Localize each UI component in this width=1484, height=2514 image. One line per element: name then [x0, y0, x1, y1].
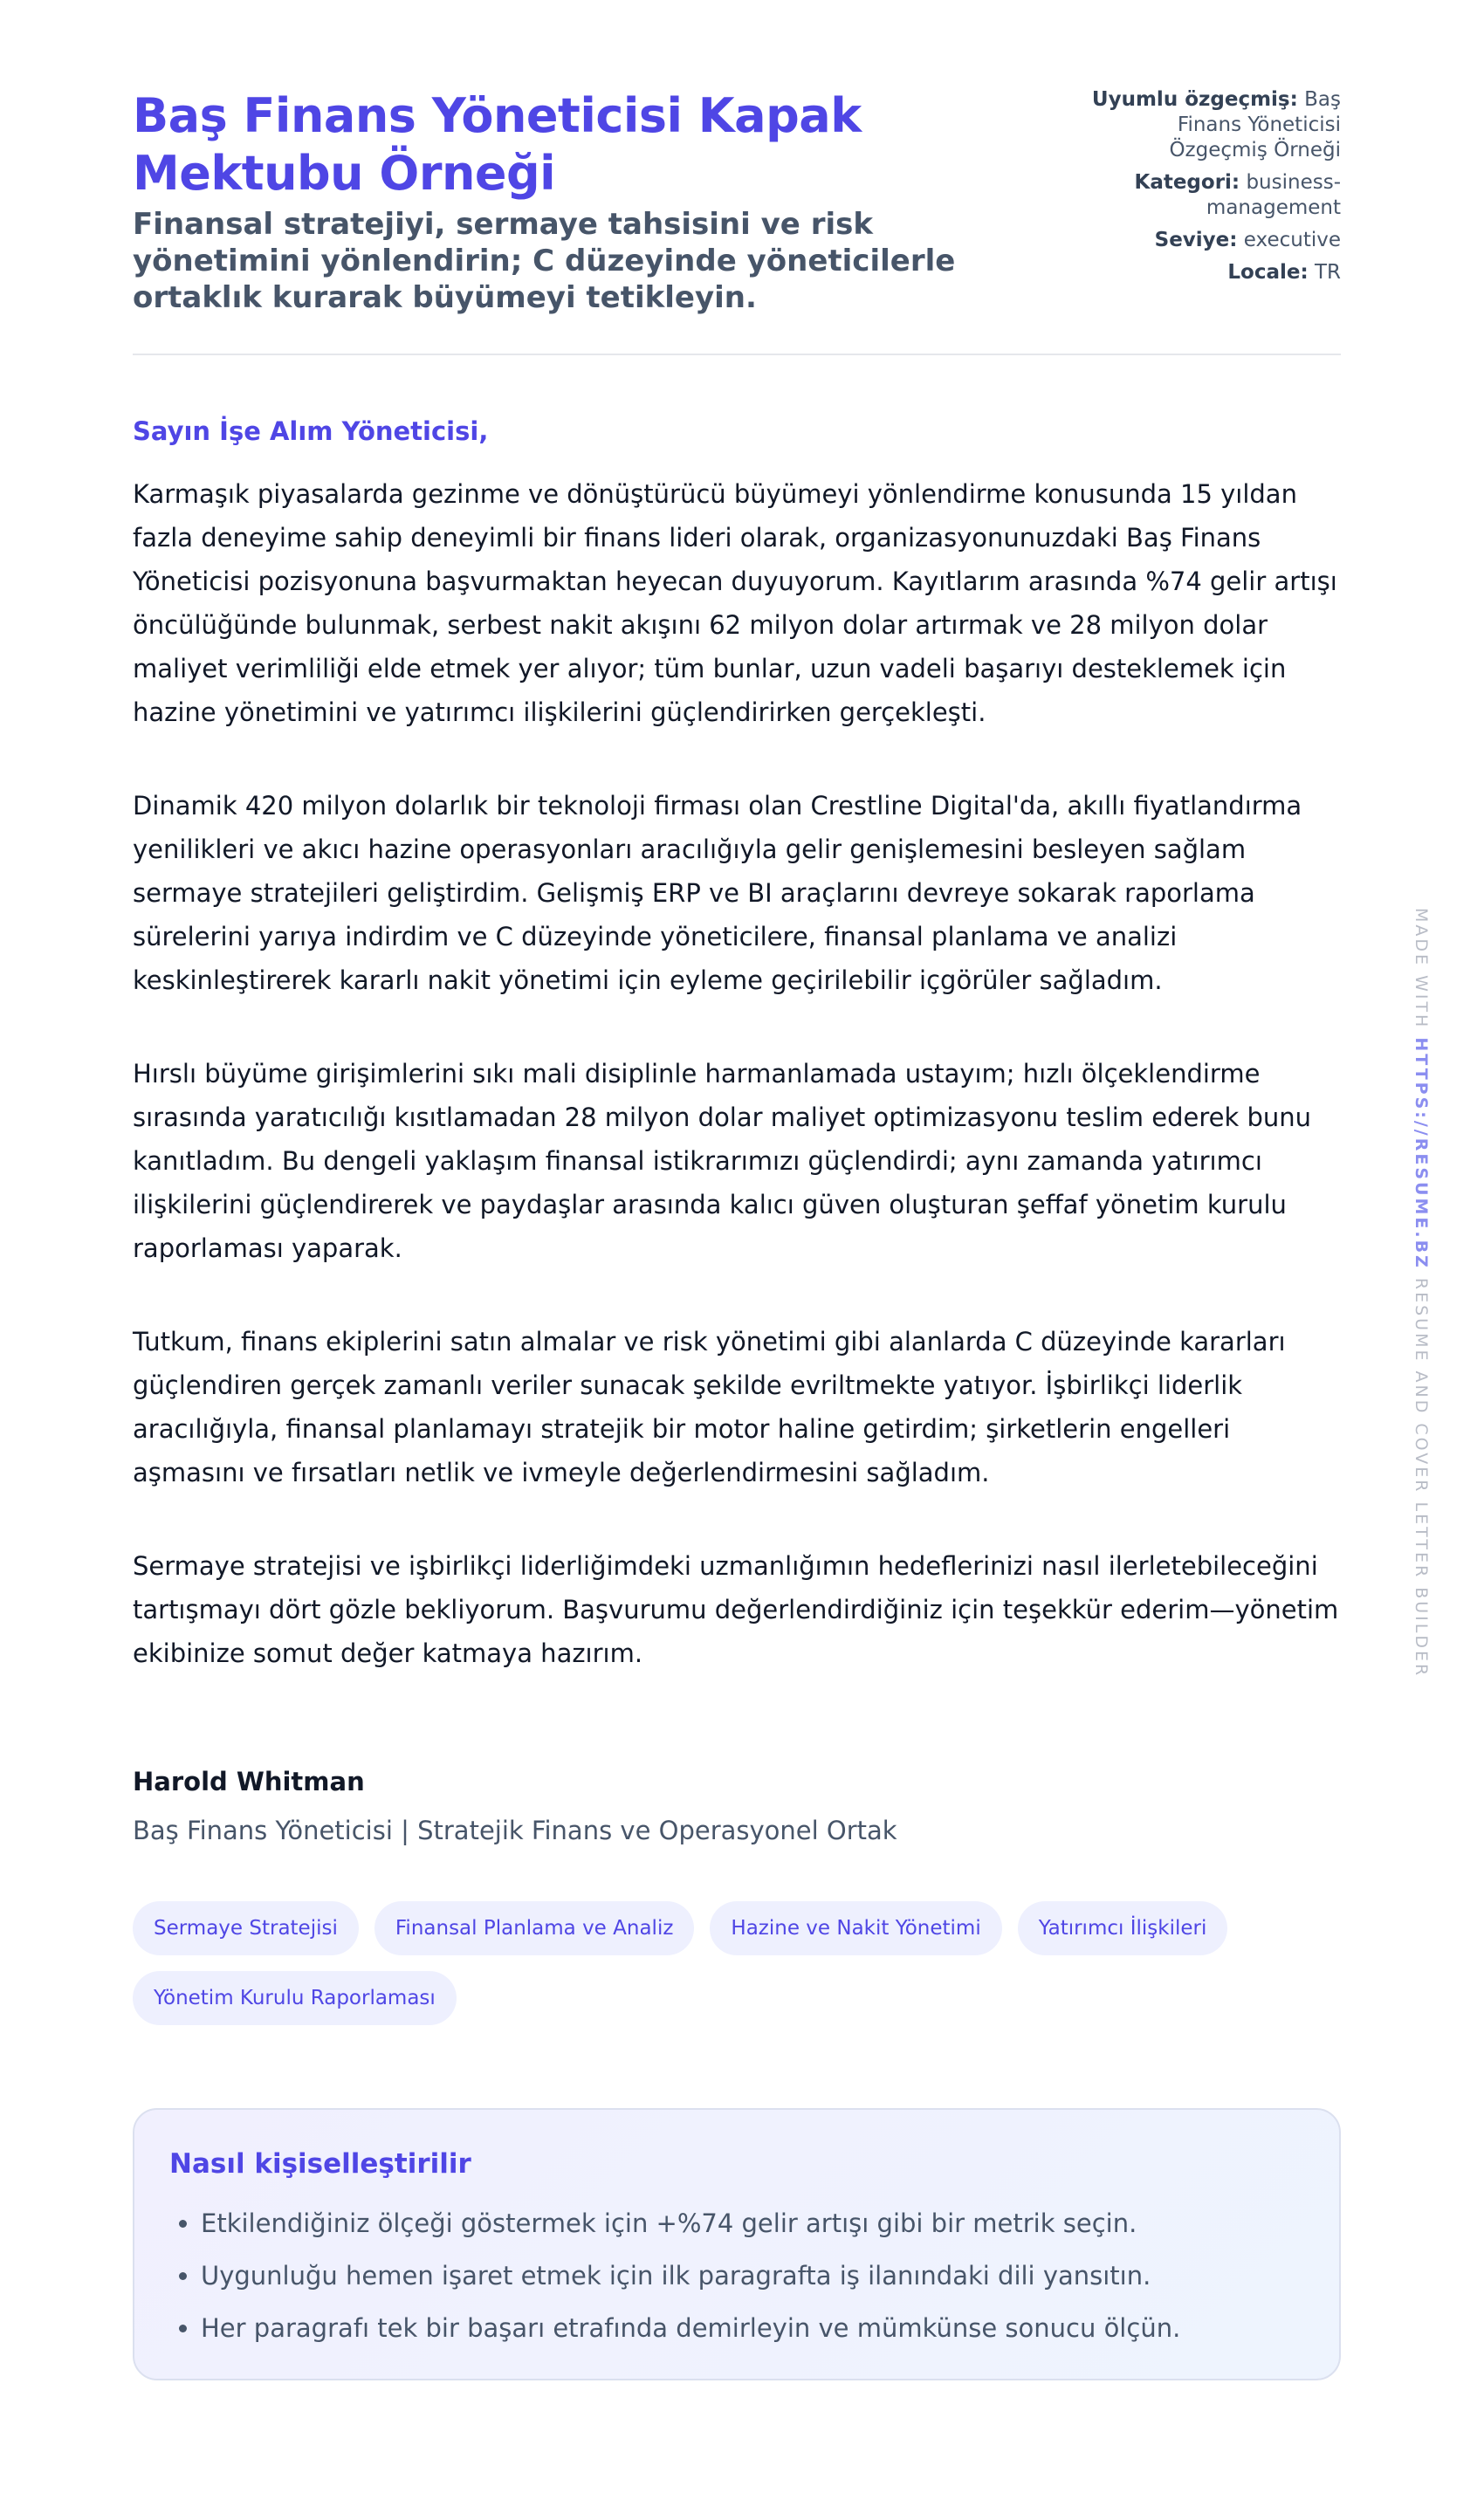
meta-panel	[1079, 87, 1341, 292]
meta-resume	[1079, 87, 1341, 163]
meta-level-label: Seviye:	[1154, 229, 1238, 251]
letter-salutation: Sayın İşe Alım Yöneticisi,	[133, 416, 489, 446]
meta-locale	[1079, 260, 1341, 285]
meta-locale-label: Locale:	[1227, 261, 1309, 284]
meta-level-value: executive	[1243, 229, 1341, 251]
skill-tag[interactable]: Yatırımcı İlişkileri	[1018, 1901, 1228, 1955]
meta-resume-label: Uyumlu özgeçmiş:	[1091, 88, 1298, 111]
skill-tag[interactable]: Hazine ve Nakit Yönetimi	[710, 1901, 1001, 1955]
meta-locale-value: TR	[1314, 261, 1341, 284]
letter-paragraph: Karmaşık piyasalarda gezinme ve dönüştürücü büyümeyi yönlendirme konusunda 15 yıldan fazla deneyime sahip deneyimli bir finans lideri olarak, organizasyonunuzdaki Baş Finans Yöneticisi pozisyonuna başvurmaktan heyecan duyuyorum. Kayıtlarım arasında %74 gelir artışı öncülüğünde bulunmak, serbest nakit akışını 62 milyon dolar artırmak ve 28 milyon dolar maliyet verimliliği elde etmek yer alıyor; tüm bunlar, uzun vadeli başarıyı desteklemek için hazine yönetimini ve yatırımcı ilişkilerini güçlendirirken gerçekleşti.	[133, 479, 1337, 727]
skill-tag[interactable]: Sermaye Stratejisi	[133, 1901, 359, 1955]
page-title: Baş Finans Yöneticisi Kapak Mektubu Örneği	[133, 88, 862, 201]
meta-category-value: business-management	[1206, 171, 1341, 219]
tips-title: Nasıl kişiselleştirilir	[169, 2148, 471, 2180]
meta-resume-link[interactable]: Baş Finans Yöneticisi Özgeçmiş Örneği	[1169, 88, 1341, 161]
side-watermark	[1412, 908, 1431, 1678]
tip-item: • Uygunluğu hemen işaret etmek için ilk paragrafta iş ilanındaki dili yansıtın.	[201, 2260, 1304, 2291]
signature-block	[133, 1767, 1341, 1845]
meta-level	[1079, 228, 1341, 253]
letter-paragraph: Dinamik 420 milyon dolarlık bir teknoloji firması olan Crestline Digital'da, akıllı fiyatlandırma yenilikleri ve akıcı hazine operasyonları aracılığıyla gelir genişlemesini besleyen sağlam sermaye stratejileri geliştirdim. Gelişmiş ERP ve BI araçlarını devreye sokarak raporlama sürelerini yarıya indirdim ve C düzeyinde yöneticilere, finansal planlama ve analizi keskinleştirerek kararlı nakit yönetimi için eyleme geçirilebilir içgörüler sağladım.	[133, 791, 1302, 995]
personalization-tips-card	[133, 2108, 1341, 2380]
tips-list	[169, 2208, 1304, 2344]
tip-item: • Her paragrafı tek bir başarı etrafında demirleyin ve mümkünse sonucu ölçün.	[201, 2312, 1304, 2344]
signature-name: Harold Whitman	[133, 1767, 365, 1796]
meta-category	[1079, 170, 1341, 221]
watermark-link[interactable]: HTTPS://RESUME.BZ	[1412, 1037, 1431, 1270]
skill-tag[interactable]: Yönetim Kurulu Raporlaması	[133, 1971, 457, 2025]
page-subtitle: Finansal stratejiyi, sermaye tahsisini ve risk yönetimini yönlendirin; C düzeyinde yöneticilerle ortaklık kurarak büyümeyi tetikleyin.	[133, 207, 956, 315]
cover-letter-page	[133, 87, 1341, 2380]
watermark-prefix: MADE WITH	[1412, 908, 1431, 1030]
page-header	[133, 87, 1341, 355]
skill-tag[interactable]: Finansal Planlama ve Analiz	[374, 1901, 695, 1955]
letter-paragraph: Tutkum, finans ekiplerini satın almalar ve risk yönetimi gibi alanlarda C düzeyinde kararları güçlendiren gerçek zamanlı veriler sunacak şekilde evriltmekte yatıyor. İşbirlikçi liderlik aracılığıyla, finansal planlamayı stratejik bir motor haline getirdim; şirketlerin engelleri aşmasını ve fırsatları netlik ve ivmeyle değerlendirmesini sağladım.	[133, 1327, 1286, 1487]
letter-paragraph: Hırslı büyüme girişimlerini sıkı mali disiplinle harmanlamada ustayım; hızlı ölçeklendirme sırasında yaratıcılığı kısıtlamadan 28 milyon dolar maliyet optimizasyonu teslim ederek bunu kanıtladım. Bu dengeli yaklaşım finansal istikrarımızı güçlendirdi; aynı zamanda yatırımcı ilişkilerini güçlendirerek ve paydaşlar arasında kalıcı güven oluşturan şeffaf yönetim kurulu raporlaması yaparak.	[133, 1059, 1312, 1263]
watermark-suffix: RESUME AND COVER LETTER BUILDER	[1412, 1277, 1431, 1679]
letter-paragraph: Sermaye stratejisi ve işbirlikçi liderliğimdeki uzmanlığımın hedeflerinizi nasıl ilerletebileceğini tartışmayı dört gözle bekliyorum. Başvurumu değerlendirdiğiniz için teşekkür ederim—yönetim ekibinize somut değer katmaya hazırım.	[133, 1551, 1339, 1668]
skill-tags	[133, 1901, 1341, 2025]
meta-category-label: Kategori:	[1134, 171, 1240, 194]
signature-title: Baş Finans Yöneticisi | Stratejik Finans ve Operasyonel Ortak	[133, 1816, 897, 1845]
letter-body	[133, 472, 1341, 1675]
tip-item: • Etkilendiğiniz ölçeği göstermek için +%74 gelir artışı gibi bir metrik seçin.	[201, 2208, 1304, 2239]
